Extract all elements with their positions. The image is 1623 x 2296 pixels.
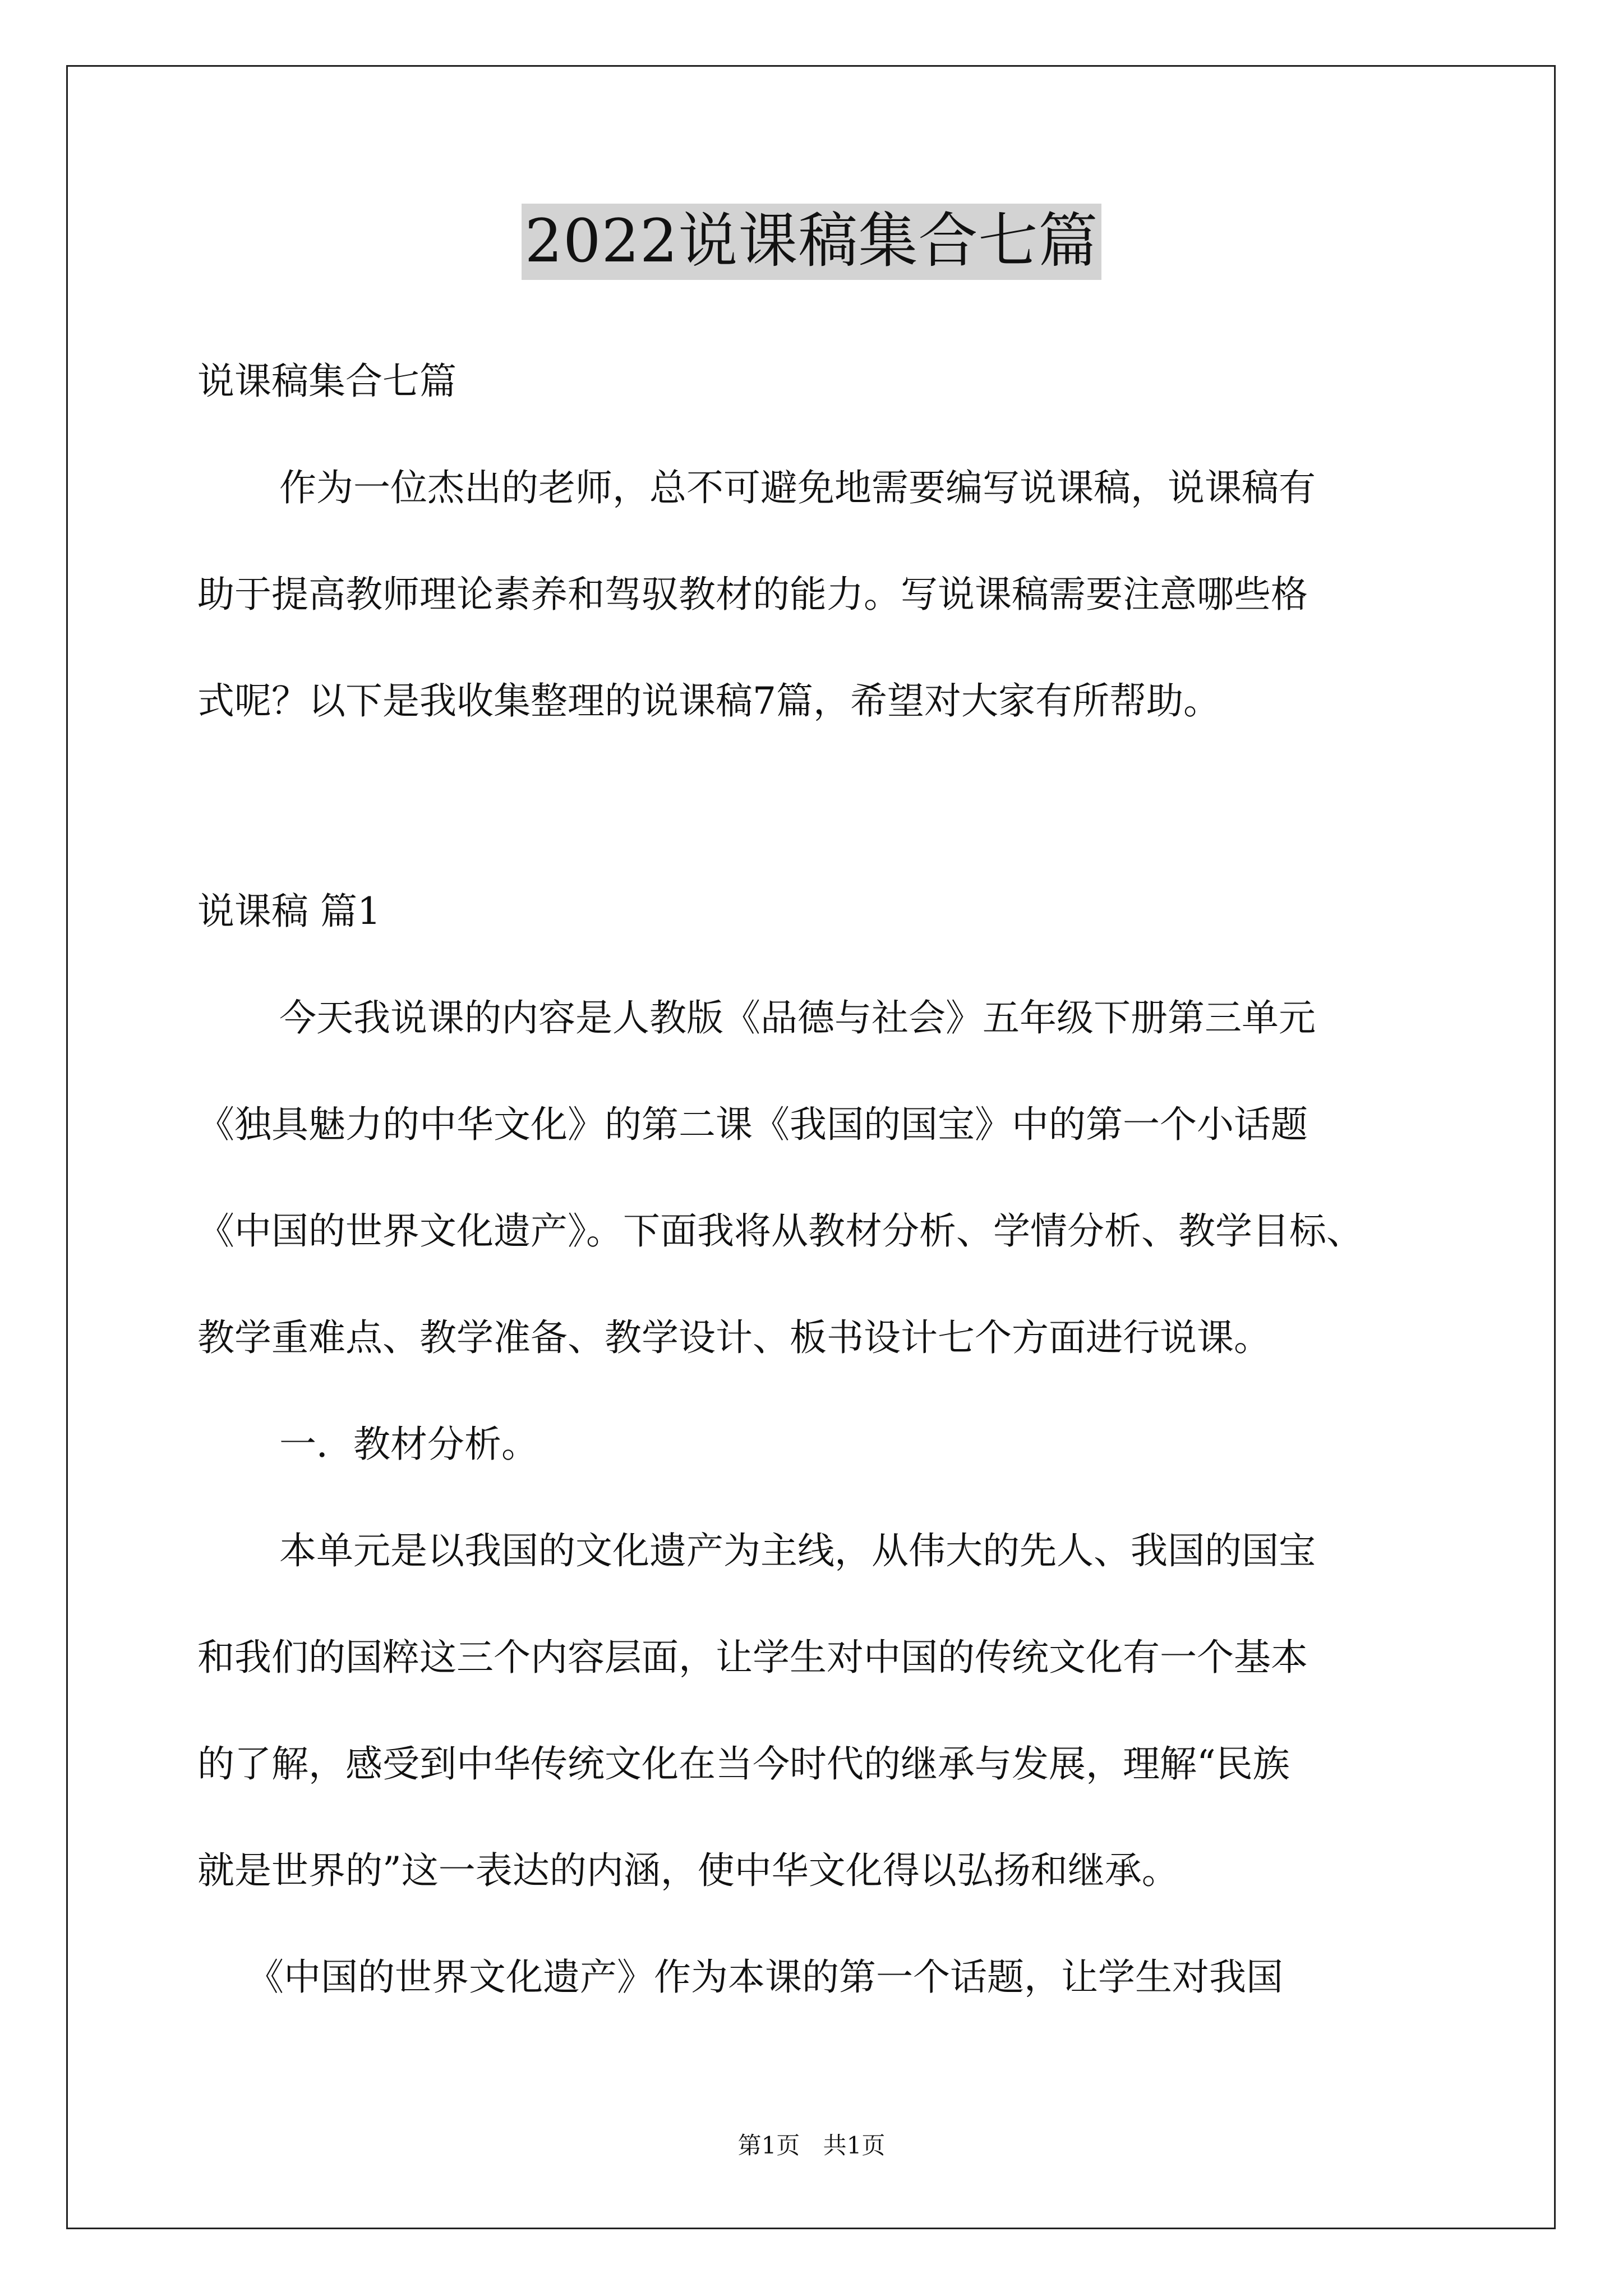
section-heading: 说课稿 篇1: [197, 890, 381, 933]
page-number: 第1页: [737, 2132, 800, 2159]
paragraph-line: 《中国的世界文化遗产》。下面我将从教材分析、学情分析、教学目标、: [197, 1209, 1363, 1253]
paragraph-line: 今天我说课的内容是人教版《品德与社会》五年级下册第三单元: [279, 996, 1316, 1039]
page-total: 共1页: [823, 2132, 886, 2159]
paragraph-line: 的了解，感受到中华传统文化在当今时代的继承与发展，理解“民族: [197, 1742, 1290, 1786]
paragraph-line: 就是世界的”这一表达的内涵，使中华文化得以弘扬和继承。: [197, 1849, 1179, 1892]
paragraph-line: 《独具魅力的中华文化》的第二课《我国的国宝》中的第一个小话题: [197, 1103, 1308, 1146]
paragraph-line: 教学重难点、教学准备、教学设计、板书设计七个方面进行说课。: [197, 1316, 1271, 1359]
item-heading: 一．教材分析。: [279, 1423, 538, 1466]
paragraph-line: 《中国的世界文化遗产》作为本课的第一个话题，让学生对我国: [247, 1955, 1283, 1999]
document-title-text: 2022说课稿集合七篇: [522, 204, 1102, 280]
paragraph-line: 和我们的国粹这三个内容层面，让学生对中国的传统文化有一个基本: [197, 1636, 1308, 1679]
intro-line: 助于提高教师理论素养和驾驭教材的能力。写说课稿需要注意哪些格: [197, 573, 1308, 616]
paragraph-line: 本单元是以我国的文化遗产为主线，从伟大的先人、我国的国宝: [279, 1529, 1316, 1572]
intro-line: 作为一位杰出的老师，总不可避免地需要编写说课稿，说课稿有: [279, 466, 1316, 509]
document-title: [0, 204, 1623, 280]
subtitle: 说课稿集合七篇: [197, 360, 457, 403]
page-footer: [0, 2132, 1623, 2160]
intro-line: 式呢？以下是我收集整理的说课稿7篇，希望对大家有所帮助。: [197, 679, 1220, 723]
